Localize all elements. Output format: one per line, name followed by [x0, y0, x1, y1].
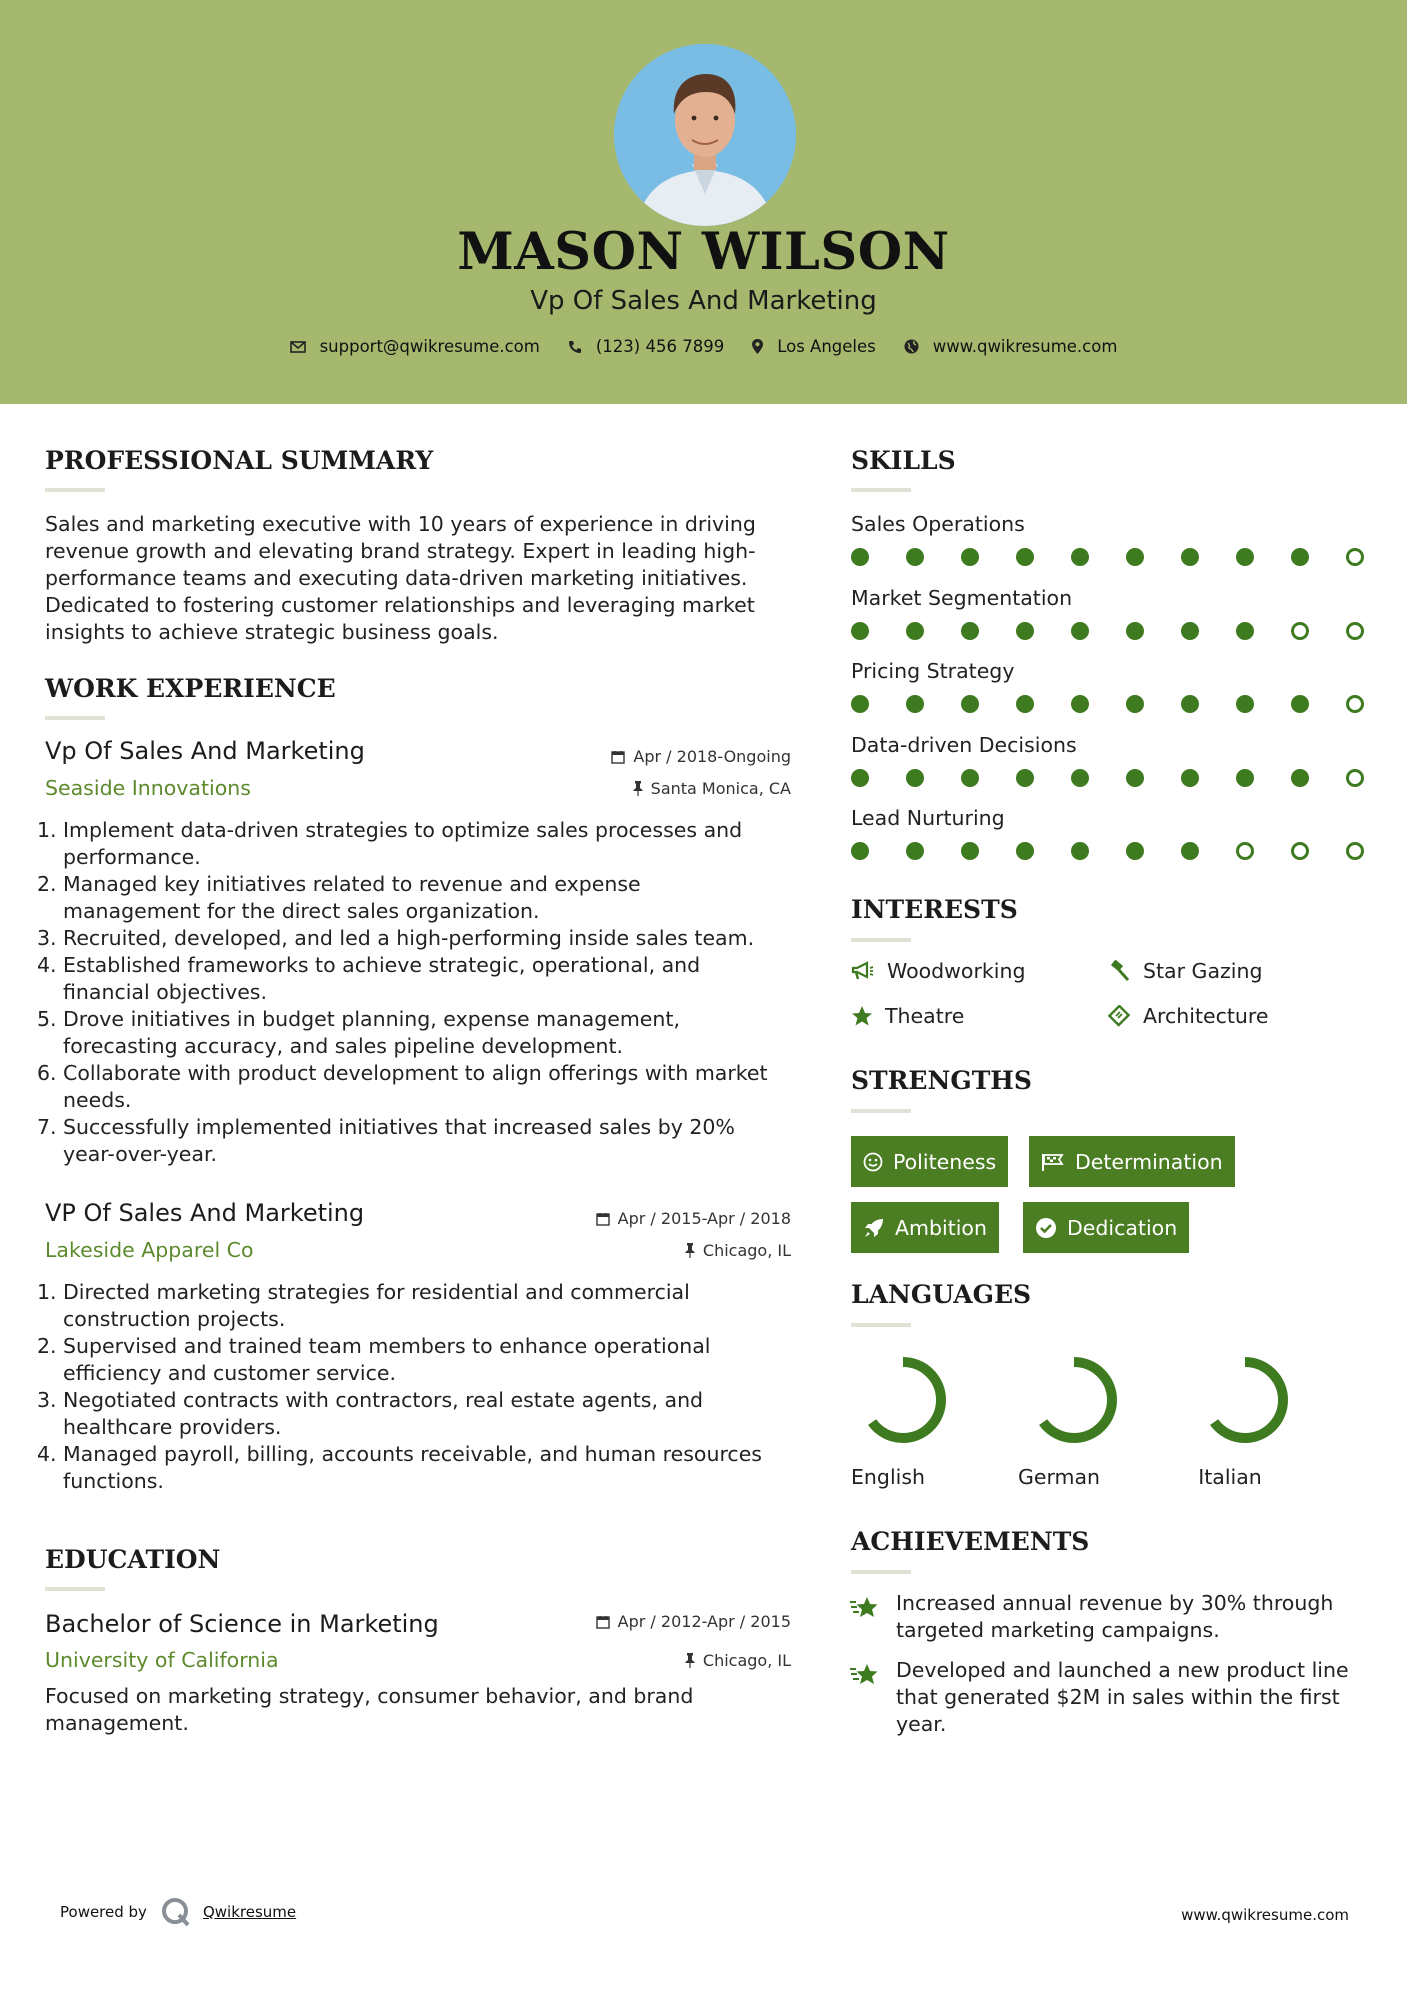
- list-item: 1. Implement data-driven strategies to optimize sales processes and performance.: [37, 818, 743, 869]
- skill-dot-filled: [1181, 842, 1199, 860]
- skill-dot-filled: [1236, 695, 1254, 713]
- interest-item: [1107, 1004, 1269, 1028]
- skill-dot-filled: [851, 842, 869, 860]
- strength-label: Determination: [1075, 1149, 1223, 1174]
- skill-dot-filled: [851, 769, 869, 787]
- skill-dot-filled: [961, 842, 979, 860]
- skill-dot-empty: [1346, 842, 1364, 860]
- skill-dot-filled: [851, 695, 869, 713]
- calendar-icon: [596, 1212, 610, 1226]
- language-ring: [1009, 1350, 1139, 1454]
- achievements-heading: ACHIEVEMENTS: [851, 1527, 1090, 1556]
- skill-dot-filled: [1071, 695, 1089, 713]
- qwikresume-logo-icon: [161, 1897, 191, 1927]
- skill-dot-filled: [1236, 769, 1254, 787]
- globe-icon: [904, 339, 919, 354]
- candidate-name: MASON WILSON: [457, 222, 950, 282]
- job-location-text: Santa Monica, CA: [650, 779, 791, 798]
- rocket-icon: [863, 1217, 885, 1239]
- interest-label: Star Gazing: [1143, 959, 1263, 983]
- phone-icon: [568, 340, 582, 354]
- contact-email-text: support@qwikresume.com: [319, 337, 540, 356]
- skill-dot-filled: [851, 622, 869, 640]
- summary-line: insights to achieve strategic business goals.: [45, 620, 499, 644]
- skill-dot-filled: [906, 622, 924, 640]
- ticket-icon: [1107, 1005, 1131, 1027]
- languages-divider: [851, 1323, 911, 1327]
- footer-url[interactable]: www.qwikresume.com: [1181, 1906, 1349, 1924]
- resume-header: [0, 0, 1407, 404]
- education-description: Focused on marketing strategy, consumer behavior, and brand management.: [45, 1684, 694, 1735]
- language-label: German: [1017, 1465, 1101, 1489]
- strength-tag: [851, 1202, 999, 1253]
- gavel-icon: [1107, 960, 1131, 982]
- skill-dot-filled: [1126, 548, 1144, 566]
- skill-dot-filled: [961, 695, 979, 713]
- education-date-text: Apr / 2012-Apr / 2015: [617, 1612, 791, 1631]
- map-pin-icon: [752, 339, 763, 354]
- job-location: [685, 1241, 791, 1260]
- brand-link[interactable]: Qwikresume: [202, 1903, 297, 1921]
- list-item: 1. Directed marketing strategies for residential and commercial construction projects.: [37, 1280, 690, 1331]
- list-item: 2. Supervised and trained team members to enhance operational efficiency and customer service.: [37, 1334, 711, 1385]
- skill-dot-filled: [1071, 769, 1089, 787]
- contact-email[interactable]: [290, 337, 540, 356]
- skill-dot-filled: [1016, 622, 1034, 640]
- summary-line: performance teams and executing data-driven marketing initiatives.: [45, 566, 748, 590]
- job-title: Vp Of Sales And Marketing: [45, 737, 365, 765]
- interest-item: [851, 959, 1025, 983]
- language-ring: [1180, 1350, 1310, 1454]
- skill-dot-filled: [1071, 842, 1089, 860]
- skill-dot-filled: [1126, 622, 1144, 640]
- skill-dot-filled: [1236, 622, 1254, 640]
- language-label: English: [850, 1465, 926, 1489]
- skill-dot-filled: [1071, 548, 1089, 566]
- skill-dot-empty: [1291, 622, 1309, 640]
- pushpin-icon: [685, 1653, 695, 1668]
- contact-location-text: Los Angeles: [777, 337, 876, 356]
- strength-tag: [1029, 1136, 1235, 1187]
- skill-label: Lead Nurturing: [851, 806, 1005, 830]
- skill-dot-filled: [1181, 622, 1199, 640]
- contact-location: [752, 337, 876, 356]
- trophy-star-icon: [849, 1661, 881, 1693]
- job-duties: [37, 817, 805, 1168]
- education-date: [596, 1612, 791, 1631]
- skill-dot-empty: [1346, 769, 1364, 787]
- powered-by-text: Powered by: [60, 1903, 147, 1921]
- skill-dot-empty: [1346, 695, 1364, 713]
- skill-dot-filled: [1016, 695, 1034, 713]
- interests-divider: [851, 938, 911, 942]
- skill-dot-filled: [961, 548, 979, 566]
- list-item: 3. Negotiated contracts with contractors, real estate agents, and healthcare providers.: [37, 1388, 704, 1439]
- star-icon: [851, 1005, 873, 1027]
- skill-dot-filled: [851, 548, 869, 566]
- skill-dot-filled: [1126, 695, 1144, 713]
- summary-divider: [45, 488, 105, 492]
- summary-text: [45, 511, 756, 646]
- job-date: [596, 1209, 791, 1228]
- interest-item: [1107, 959, 1262, 983]
- candidate-title: Vp Of Sales And Marketing: [530, 286, 877, 316]
- contact-website[interactable]: [904, 337, 1118, 356]
- list-item: 7. Successfully implemented initiatives that increased sales by 20% year-over-year.: [37, 1115, 735, 1166]
- education-location: [685, 1651, 791, 1670]
- flag-icon: [1041, 1152, 1065, 1172]
- summary-line: Dedicated to fostering customer relationships and leveraging market: [45, 593, 755, 617]
- skill-dot-filled: [1016, 548, 1034, 566]
- company-name: Seaside Innovations: [45, 776, 251, 800]
- strength-label: Ambition: [895, 1215, 987, 1240]
- skill-dot-filled: [906, 695, 924, 713]
- megaphone-icon: [851, 961, 875, 981]
- strength-tag: [1023, 1202, 1189, 1253]
- skill-dot-filled: [1291, 695, 1309, 713]
- job-date-text: Apr / 2015-Apr / 2018: [617, 1209, 791, 1228]
- trophy-star-icon: [849, 1594, 881, 1626]
- skill-dot-filled: [906, 769, 924, 787]
- profile-photo: [614, 44, 796, 226]
- contact-phone-text: (123) 456 7899: [595, 337, 725, 356]
- skill-dot-filled: [1126, 769, 1144, 787]
- language-ring: [838, 1350, 968, 1454]
- language-level-arc: [1036, 1362, 1112, 1438]
- skill-dot-filled: [1181, 769, 1199, 787]
- strength-label: Politeness: [893, 1149, 997, 1174]
- experience-heading: WORK EXPERIENCE: [45, 674, 336, 703]
- languages-heading: LANGUAGES: [851, 1280, 1032, 1309]
- job-duties: [37, 1279, 805, 1495]
- list-item: 6. Collaborate with product development to align offerings with market needs.: [37, 1061, 768, 1112]
- skill-dot-filled: [1181, 695, 1199, 713]
- experience-divider: [45, 716, 105, 720]
- interest-label: Architecture: [1143, 1004, 1269, 1028]
- interest-label: Theatre: [885, 1004, 965, 1028]
- calendar-icon: [611, 750, 625, 764]
- skill-label: Data-driven Decisions: [851, 732, 1077, 757]
- skill-dot-filled: [961, 769, 979, 787]
- interest-label: Woodworking: [887, 959, 1026, 983]
- list-item: 5. Drove initiatives in budget planning, expense management, forecasting accuracy, and sales pipeline development.: [37, 1007, 680, 1058]
- skill-dot-filled: [906, 548, 924, 566]
- skills-divider: [851, 488, 911, 492]
- strength-label: Dedication: [1067, 1215, 1178, 1240]
- job-location-text: Chicago, IL: [702, 1241, 791, 1260]
- strengths-heading: STRENGTHS: [851, 1066, 1032, 1095]
- contact-website-text: www.qwikresume.com: [932, 337, 1118, 356]
- envelope-icon: [290, 341, 306, 353]
- pushpin-icon: [685, 1243, 695, 1258]
- achievement-item: Developed and launched a new product line that generated $2M in sales within the first year.: [896, 1658, 1349, 1736]
- skill-dot-empty: [1346, 622, 1364, 640]
- summary-line: revenue growth and elevating brand strategy. Expert in leading high-: [45, 539, 756, 563]
- skills-heading: SKILLS: [851, 446, 956, 475]
- achievements-divider: [851, 1570, 911, 1574]
- job-title: VP Of Sales And Marketing: [45, 1199, 365, 1227]
- language-level-arc: [1207, 1362, 1283, 1438]
- skill-dot-filled: [1071, 622, 1089, 640]
- job-date: [611, 747, 791, 766]
- job-date-text: Apr / 2018-Ongoing: [633, 747, 791, 766]
- pushpin-icon: [633, 781, 643, 796]
- summary-line: Sales and marketing executive with 10 years of experience in driving: [45, 512, 756, 536]
- interests-heading: INTERESTS: [851, 895, 1018, 924]
- calendar-icon: [596, 1615, 610, 1629]
- education-heading: EDUCATION: [45, 1545, 221, 1574]
- company-name: Lakeside Apparel Co: [45, 1238, 254, 1262]
- skill-dot-filled: [1016, 842, 1034, 860]
- skill-dot-empty: [1346, 548, 1364, 566]
- list-item: 4. Managed payroll, billing, accounts receivable, and human resources functions.: [37, 1442, 762, 1493]
- strengths-divider: [851, 1109, 911, 1113]
- skill-label: Sales Operations: [851, 512, 1025, 536]
- skill-label: Pricing Strategy: [851, 659, 1015, 683]
- school-name: University of California: [45, 1648, 279, 1672]
- list-item: 4. Established frameworks to achieve strategic, operational, and financial objectives.: [37, 953, 701, 1004]
- job-location: [633, 779, 791, 798]
- skill-dot-filled: [1016, 769, 1034, 787]
- skill-dot-filled: [1236, 548, 1254, 566]
- skill-dot-filled: [1181, 548, 1199, 566]
- education-location-text: Chicago, IL: [702, 1651, 791, 1670]
- list-item: 3. Recruited, developed, and led a high-performing inside sales team.: [37, 926, 755, 950]
- skill-dot-filled: [1291, 548, 1309, 566]
- language-level-arc: [865, 1362, 941, 1438]
- strength-tag: [851, 1136, 1008, 1187]
- skill-dot-empty: [1236, 842, 1254, 860]
- summary-heading: PROFESSIONAL SUMMARY: [45, 446, 434, 475]
- contact-bar: [0, 337, 1407, 356]
- skill-dot-filled: [961, 622, 979, 640]
- degree-title: Bachelor of Science in Marketing: [45, 1610, 439, 1638]
- education-divider: [45, 1587, 105, 1591]
- skill-label: Market Segmentation: [851, 585, 1073, 610]
- smile-icon: [863, 1152, 883, 1172]
- footer-powered: [60, 1897, 296, 1927]
- achievement-item: Increased annual revenue by 30% through targeted marketing campaigns.: [896, 1591, 1334, 1642]
- skill-dot-filled: [906, 842, 924, 860]
- skill-dot-empty: [1291, 842, 1309, 860]
- language-label: Italian: [1198, 1465, 1262, 1489]
- check-circle-icon: [1035, 1217, 1057, 1239]
- skill-dot-filled: [1291, 769, 1309, 787]
- skill-dot-filled: [1126, 842, 1144, 860]
- list-item: 2. Managed key initiatives related to revenue and expense management for the direct sales organization.: [37, 872, 641, 923]
- interest-item: [851, 1004, 964, 1028]
- contact-phone[interactable]: [568, 337, 724, 356]
